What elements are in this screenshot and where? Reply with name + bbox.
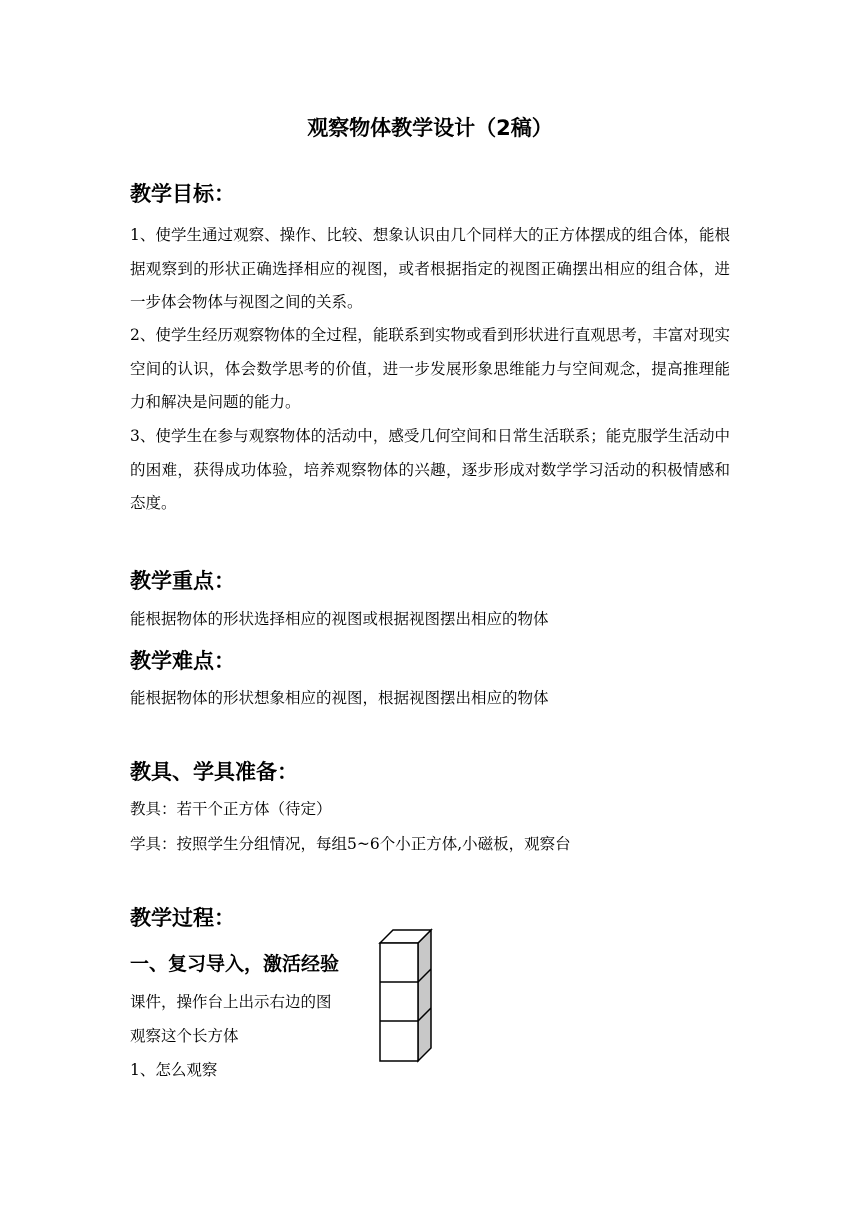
section-1-title: 一、复习导入，激活经验 [130,953,340,975]
teacher-tools-text: 教具：若干个正方体（待定） [130,800,332,818]
stacked-cubes-figure [378,928,438,1064]
process-line-1: 课件，操作台上出示右边的图 [130,993,332,1011]
objectives-heading: 教学目标： [130,182,235,206]
key-point-heading: 教学重点： [130,569,235,593]
key-point-text: 能根据物体的形状选择相应的视图或根据视图摆出相应的物体 [130,610,549,628]
difficulty-heading: 教学难点： [130,649,235,673]
objective-item-1: 1、使学生通过观察、操作、比较、想象认识由几个同样大的正方体摆成的组合体，能根据观察到的形状正确选择相应的视图，或者根据指定的视图正确摆出相应的组合体，进一步体会物体与视图之间的关系。 [130,226,730,311]
process-line-2: 观察这个长方体 [130,1027,239,1045]
cube-side-face [418,930,431,1061]
process-heading: 教学过程： [130,906,235,930]
cube-front-face [380,943,418,1061]
document-title: 观察物体教学设计（2稿） [307,116,553,140]
objective-item-3: 3、使学生在参与观察物体的活动中，感受几何空间和日常生活联系；能克服学生活动中的困难，获得成功体验，培养观察物体的兴趣，逐步形成对数学学习活动的积极情感和态度。 [130,427,730,512]
difficulty-text: 能根据物体的形状想象相应的视图，根据视图摆出相应的物体 [130,689,549,707]
process-line-3: 1、怎么观察 [130,1061,218,1079]
objective-item-2: 2、使学生经历观察物体的全过程，能联系到实物或看到形状进行直观思考，丰富对现实空间的认识，体会数学思考的价值，进一步发展形象思维能力与空间观念，提高推理能力和解决是问题的能力。 [130,326,730,411]
student-tools-text: 学具：按照学生分组情况，每组5~6个小正方体,小磁板，观察台 [130,835,571,853]
tools-heading: 教具、学具准备： [130,760,298,784]
